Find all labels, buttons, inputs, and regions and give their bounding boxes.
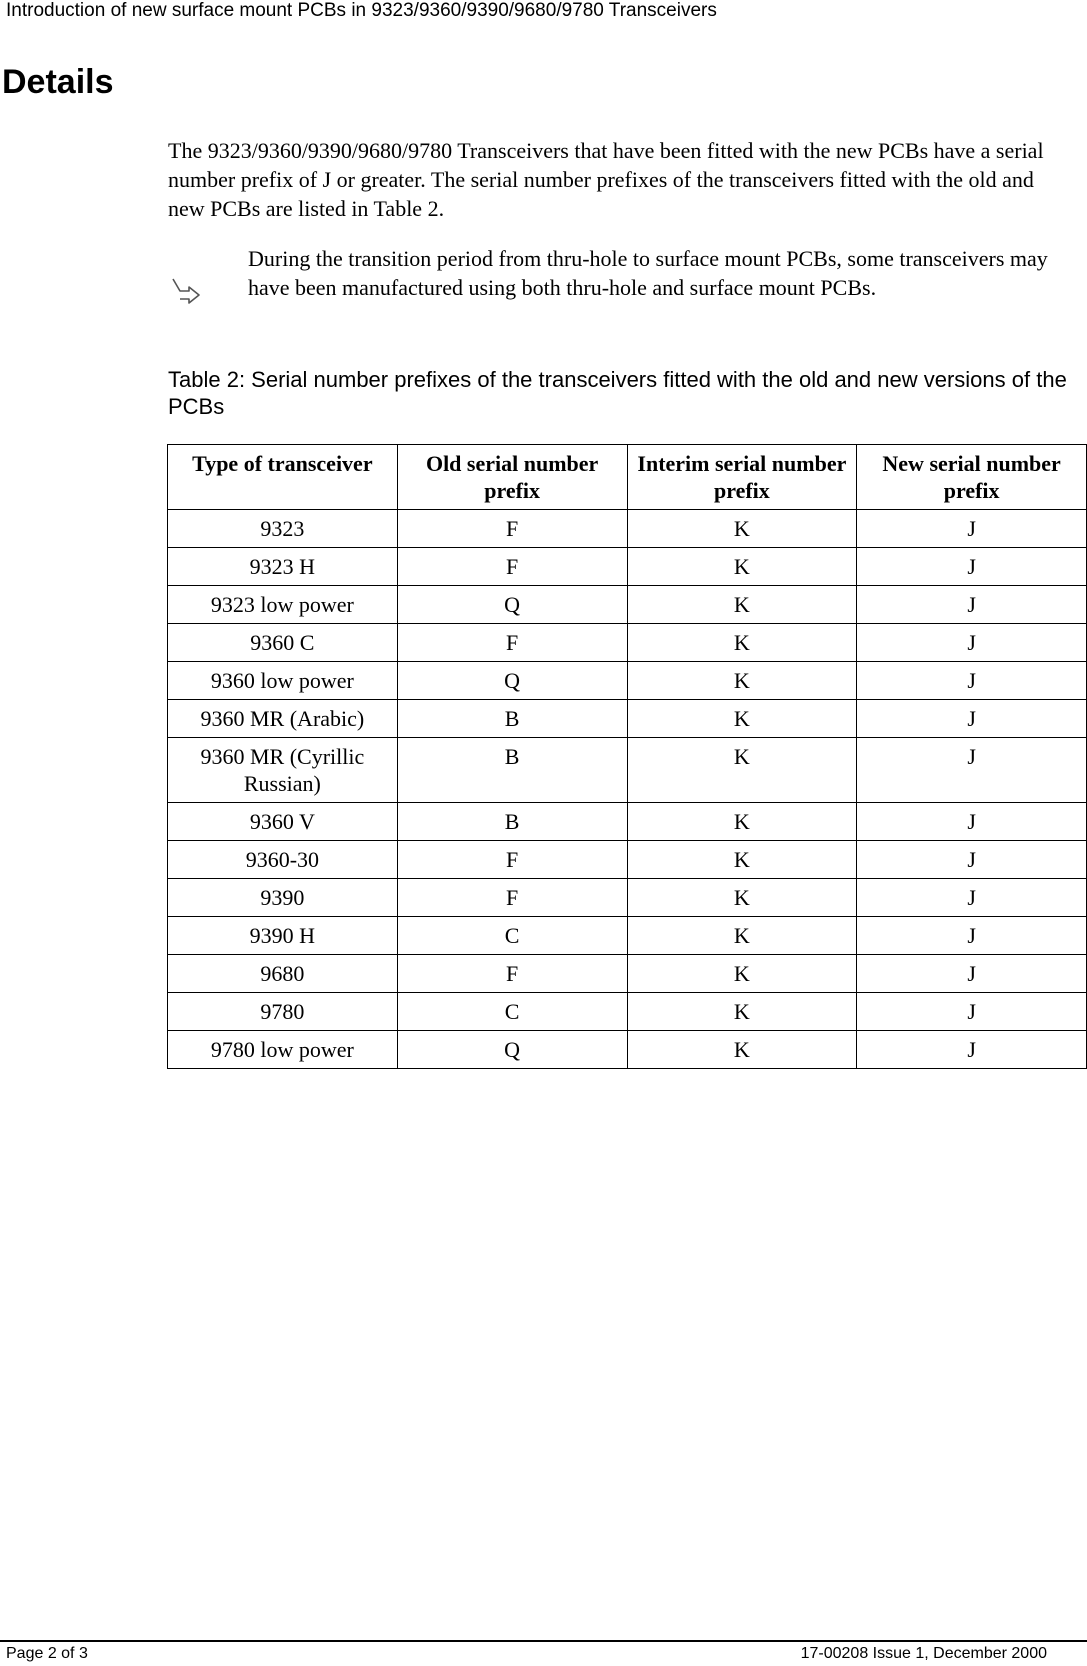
- note-text: During the transition period from thru-hole to surface mount PCBs, some transceivers may have been manufactured using both thru-hole and surface mount PCBs.: [248, 246, 1048, 300]
- table-cell: B: [397, 700, 627, 738]
- table-cell: B: [397, 803, 627, 841]
- table-cell: J: [857, 955, 1087, 993]
- table-row: [168, 548, 1087, 586]
- table-cell: K: [627, 738, 857, 803]
- table-row: [168, 738, 1087, 803]
- prefix-table: [167, 444, 1087, 1069]
- table-row: [168, 700, 1087, 738]
- table-row: [168, 803, 1087, 841]
- table-cell: K: [627, 548, 857, 586]
- table-row: [168, 624, 1087, 662]
- table-cell: J: [857, 1031, 1087, 1069]
- table-cell: J: [857, 803, 1087, 841]
- table-cell: 9390: [168, 879, 398, 917]
- table-cell: 9323 low power: [168, 586, 398, 624]
- table-cell: F: [397, 510, 627, 548]
- table-cell: F: [397, 955, 627, 993]
- note-arrow-icon: [170, 275, 202, 307]
- table-row: [168, 879, 1087, 917]
- body-paragraph: The 9323/9360/9390/9680/9780 Transceivers that have been fitted with the new PCBs have a serial number prefix of J or greater. The serial number prefixes of the transceivers fitted with the old and new PCBs are listed in Table 2.: [168, 138, 1044, 221]
- table-cell: Q: [397, 1031, 627, 1069]
- document-reference: 17-00208 Issue 1, December 2000: [800, 1645, 1047, 1662]
- table-cell: J: [857, 624, 1087, 662]
- table-cell: 9323: [168, 510, 398, 548]
- column-header: Type of transceiver: [168, 445, 398, 510]
- table-row: [168, 510, 1087, 548]
- table-cell: K: [627, 510, 857, 548]
- table-row: [168, 1031, 1087, 1069]
- table-cell: K: [627, 841, 857, 879]
- table-cell: 9360 MR (Arabic): [168, 700, 398, 738]
- table-cell: 9360 V: [168, 803, 398, 841]
- table-cell: J: [857, 586, 1087, 624]
- table-cell: K: [627, 955, 857, 993]
- table-cell: 9780: [168, 993, 398, 1031]
- page-number: Page 2 of 3: [6, 1645, 88, 1662]
- table-row: [168, 917, 1087, 955]
- table-row: [168, 841, 1087, 879]
- table-cell: K: [627, 586, 857, 624]
- table-cell: K: [627, 624, 857, 662]
- table-cell: J: [857, 700, 1087, 738]
- column-header: New serial number prefix: [857, 445, 1087, 510]
- table-cell: 9680: [168, 955, 398, 993]
- table-cell: 9360 C: [168, 624, 398, 662]
- table-cell: F: [397, 548, 627, 586]
- table-cell: J: [857, 993, 1087, 1031]
- table-cell: K: [627, 662, 857, 700]
- footer-divider: [0, 1640, 1087, 1642]
- table-row: [168, 586, 1087, 624]
- table-cell: K: [627, 1031, 857, 1069]
- table-cell: J: [857, 738, 1087, 803]
- table-cell: K: [627, 803, 857, 841]
- table-cell: J: [857, 879, 1087, 917]
- table-cell: C: [397, 993, 627, 1031]
- table-cell: 9780 low power: [168, 1031, 398, 1069]
- table-cell: J: [857, 662, 1087, 700]
- table-cell: K: [627, 917, 857, 955]
- section-title: Details: [2, 63, 114, 101]
- table-caption: Table 2: Serial number prefixes of the transceivers fitted with the old and new versions of the PCBs: [168, 367, 1067, 419]
- table-cell: Q: [397, 586, 627, 624]
- table-cell: Q: [397, 662, 627, 700]
- table-cell: J: [857, 510, 1087, 548]
- table-cell: 9360-30: [168, 841, 398, 879]
- table-row: [168, 955, 1087, 993]
- table-cell: 9360 MR (Cyrillic Russian): [168, 738, 398, 803]
- table-cell: J: [857, 548, 1087, 586]
- table-cell: 9390 H: [168, 917, 398, 955]
- table-cell: 9323 H: [168, 548, 398, 586]
- table-cell: B: [397, 738, 627, 803]
- table-cell: F: [397, 841, 627, 879]
- table-header-row: [168, 445, 1087, 510]
- table-cell: F: [397, 624, 627, 662]
- table-row: [168, 993, 1087, 1031]
- table-cell: F: [397, 879, 627, 917]
- table-row: [168, 662, 1087, 700]
- table-cell: J: [857, 841, 1087, 879]
- table-cell: K: [627, 993, 857, 1031]
- running-header: Introduction of new surface mount PCBs in 9323/9360/9390/9680/9780 Transceivers: [6, 0, 717, 21]
- column-header: Old serial number prefix: [397, 445, 627, 510]
- table-body: [168, 510, 1087, 1069]
- column-header: Interim serial number prefix: [627, 445, 857, 510]
- table-cell: K: [627, 879, 857, 917]
- table-cell: 9360 low power: [168, 662, 398, 700]
- table-cell: J: [857, 917, 1087, 955]
- table-cell: C: [397, 917, 627, 955]
- table-cell: K: [627, 700, 857, 738]
